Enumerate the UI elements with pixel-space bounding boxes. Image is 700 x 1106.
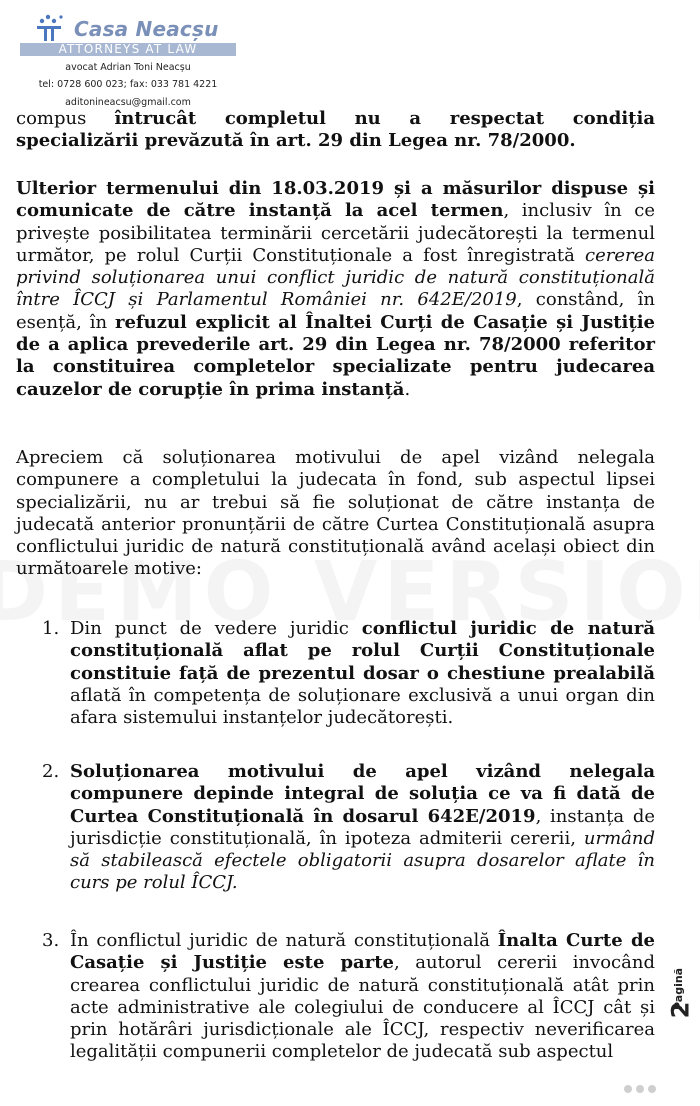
phone-fax: tel: 0728 600 023; fax: 033 781 4221 (38, 79, 218, 90)
email: aditonineacsu@gmail.com (65, 97, 191, 108)
page-number (664, 967, 695, 1050)
banner: ATTORNEYS AT LAW (20, 43, 236, 56)
paragraph-continuation: compus întrucât completul nu a respectat condiția specializării prevăzută în art. 29 din Legea nr. 78/2000. (16, 108, 655, 152)
item-number: 1. (42, 618, 60, 639)
firm-logo-icon (34, 13, 68, 45)
paragraph-ccr-request: Ulterior termenului din 18.03.2019 și a măsurilor dispuse și comunicate de către instanță la acel termen, inclusiv în ce privește posibilitatea terminării cercetării judecătorești la termenul următor, pe rolul Curții Constituționale a fost înregistrată cererea privind soluționarea unui conflict juridic de natură constituțională între ÎCCJ și Parlamentul României nr. 642E/2019, constând, în esență, în refuzul explicit al Înaltei Curți de Casație și Justiție de a aplica prevederile art. 29 din Legea nr. 78/2000 referitor la constituirea completelor specializate pentru judecarea cauzelor de corupție în prima instanță. (16, 178, 655, 400)
lawyer-name: avocat Adrian Toni Neacșu (65, 62, 191, 73)
letterhead (20, 10, 236, 108)
item-number: 3. (42, 930, 60, 951)
paragraph-appeal-reasoning: Apreciem că soluționarea motivului de apel vizând nelegala compunere a completului la judecata în fond, sub aspectul lipsei specializării, nu ar trebui să fie soluționat de către instanța de judecată anterior pronunțării de către Curtea Constituțională asupra conflictului juridic de natură constituțională având același obiect din următoarele motive: (16, 447, 655, 580)
footer-dots-icon (598, 1083, 668, 1095)
item-number: 2. (42, 761, 60, 782)
list-item: Din punct de vedere juridic conflictul juridic de natură constituțională aflat pe rolul Curții Constituționale constituie față de prezentul dosar o chestiune prealabilă aflată în competența de soluționare exclusivă a unui organ din afara sistemului instanțelor judecătorești. (70, 618, 655, 729)
page-number-value: 2 (666, 1001, 695, 1019)
firm-name: Casa Neacșu (74, 17, 219, 41)
page-label: Pagină (672, 967, 685, 1010)
list-item: În conflictul juridic de natură constituțională Înalta Curte de Casație și Justiție este parte, autorul cererii invocând crearea conflictului juridic de natură constituțională atât prin acte administrative ale colegiului de conducere al ÎCCJ cât și prin hotărâri jurisdicționale ale ÎCCJ, respectiv neverificarea legalității compunerii completelor de judecată sub aspectul (70, 930, 655, 1063)
list-item: Soluționarea motivului de apel vizând nelegala compunere depinde integral de soluția ce va fi dată de Curtea Constituțională în dosarul 642E/2019, instanța de jurisdicție constituțională, în ipoteza admiterii cererii, urmând să stabilească efectele obligatorii asupra dosarelor aflate în curs pe rolul ÎCCJ. (70, 761, 655, 894)
logo (34, 12, 219, 46)
